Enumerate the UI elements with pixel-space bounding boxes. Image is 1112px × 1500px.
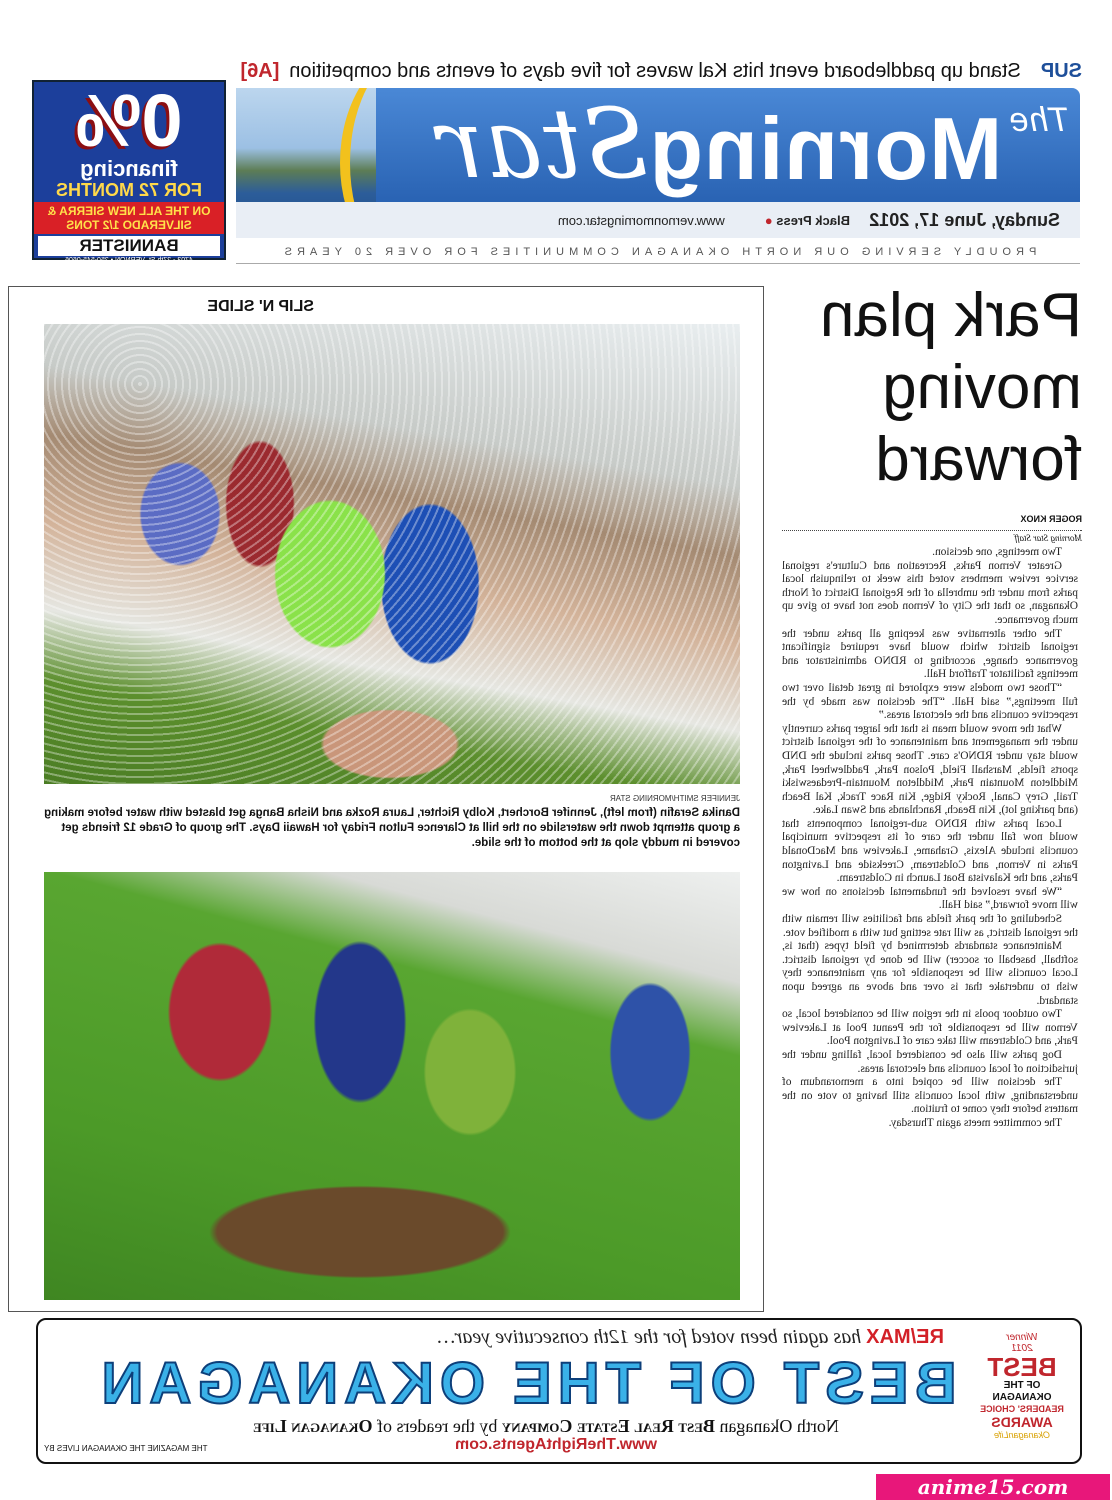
watermark: anime15.com [876,1474,1110,1500]
ad-line-2-bold: Best Real Estate Company [501,1416,715,1436]
remax-ad[interactable] [36,1318,1082,1464]
dealer-ad-financing: financing [80,156,178,181]
logo-the: The [1008,101,1070,139]
waterslide-photo-bottom[interactable] [44,872,740,1300]
article-paragraph: Greater Vernon Parks, Recreation and Culture's regional service review members voted this week to relinquish local parks from under the umbrella of the Regional District of North Okanagan, so that the City of Vernon does not have to give up much governance. [782,559,1078,626]
article-paragraph: Dog parks will also be considered local, falling under the jurisdiction of local councils and electoral areas. [782,1048,1078,1075]
ad-headline: BEST OF THE OKANAGAN [95,1351,957,1416]
dealer-ad-address: 4703 - 27th St. VERNON • 250-545-0606 [65,257,193,264]
water-spray-overlay [44,324,740,784]
photo-section-label: SLIP N' SLIDE [207,298,314,315]
logo-morning: Morning [648,99,1003,198]
photo-credit: JENNIFER SMITH/MORNING STAR [609,794,740,803]
ad-line-1 [264,1326,944,1349]
dealer-ad-rate: 0% [75,79,183,162]
teaser-page-ref: [A6] [240,59,280,82]
article-paragraph: Two meetings, one decision. [932,546,1062,558]
article-staff: Morning Star Staff [1014,533,1082,543]
article-paragraph: The committee meets again Thursday. [888,1116,1062,1129]
article-paragraph: The other alternative was keeping all parks under the regional district which would have required significant governance change, according to RDNO administrator and meetings facilitator Trafford Hall. [782,627,1078,681]
masthead-logo [390,88,1070,200]
ad-line-1-text: has again been voted for the 12th consecutive year… [436,1326,862,1348]
ad-line-2-mid: by the readers of [376,1416,498,1436]
dealer-ad-months: FOR 72 MONTHS [56,180,203,200]
teaser-kicker: SUP [1040,59,1082,82]
dealer-ad[interactable] [32,79,226,264]
article-paragraph: “We have resolved the fundamental decisions on how we will move forward,” said Hall. [782,885,1078,912]
award-magazine: OkanaganLife [993,1430,1051,1440]
teaser-text: Stand up paddleboard event hits Kal waves for five days of events and competition [289,59,1021,82]
ad-small-print: THE MAGAZINE THE OKANAGAN LIVES BY [44,1444,208,1453]
ad-url[interactable]: www.TheRightAgents.com [454,1436,658,1453]
masthead-strip [236,202,1080,238]
article-paragraph: Two outdoor pools in the region will be considered local, so Vernon will be responsible for the Peanut Pool at Lakeview Park, and Coldstream will take care of Lavington Pool. [782,1008,1078,1048]
article-byline: ROGER KNOX [1020,514,1082,524]
article-paragraph: What the move would mean is that the larger parks currently under the management and maintenance of the regional district would stay under RDNO's care. Those parks include the DND sports fields, Marshall Field, Polson Park, Paddlewheel Park, Middleton Mountain Park, Middleton Mountain-Predaeswiski Trail, Grey Canal, Rocky Ridge, Kin Race Track, Kal Beach (and parking lot), Kin Beach, Ranchlands and Swan Lake. [782,722,1078,817]
dealer-ad-name: BANNISTER [38,236,220,256]
award-of: OF THE OKANAGAN [992,1380,1052,1403]
award-badge [974,1332,1070,1452]
award-readers: READERS' CHOICE [980,1404,1064,1414]
article-paragraph: “Those two models were explored in great detail over two full meetings,” said Hall. “The decision was made by the respective councils and the electoral areas.” [782,681,1078,722]
masthead-tagline: PROUDLY SERVING OUR NORTH OKANAGAN COMMUNITIES FOR OVER 20 YEARS [236,240,1080,264]
photo-caption: Danika Serafin (from left), Jennifer Borchert, Kolby Richter, Laura Rozka and Nisha Banga get blasted with water before making a group attempt down the waterslide on the hill at Clarence Fulton Friday for Hawaii Days. The group of Grade 12 friends get covered in muddy slop at the bottom of the slide. [44,807,740,849]
article-headline[interactable] [782,280,1082,510]
ad-line-2-pre: North Okanagan [719,1416,839,1436]
publisher-name: Black Press ● [765,213,850,228]
award-best: BEST [987,1352,1057,1382]
dealer-ad-models: ON THE ALL NEW SIERRA & SILVERADO 1/2 TONS [34,202,224,234]
article-paragraph: Maintenance standards determined by field types (that is, softball, baseball or soccer) will be done by regional district. Local councils will be responsible for any maintenance they wish to undertake that is over and above an agreed upon standard. [782,940,1078,1007]
headline-line-1: Park plan [820,281,1082,350]
teaser-bar[interactable] [240,56,1082,86]
award-year: 2011 [1011,1343,1033,1354]
article-body [782,546,1078,1316]
award-winner: Winner [1006,1332,1038,1343]
ad-line-2-magazine: Okanagan Life [253,1416,373,1436]
website-link[interactable]: www.vernonmorningstar.com [557,212,725,228]
article-paragraph: The decision will be copied into a memorandum of understanding, with local councils still having to vote on the matters before they come to fruition. [782,1076,1078,1116]
remax-logo: RE/MAX [866,1326,944,1348]
article-paragraph: Scheduling of the park fields and facilities will remain with the regional district, as will rate setting but with a modified vote. [782,913,1078,939]
article-paragraph: Local parks with RDNO sub-regional components that would now fall under the care of its respective municipal councils include Alexis, Grahame, Lakeview and MacDonald Parks in Vernon, and Coldstream, Creekside and Lavington Parks, and the Kalavista Boat Launch in Coldstream. [782,817,1078,885]
waterslide-photo-top[interactable] [44,324,740,784]
award-awards: AWARDS [991,1414,1053,1430]
byline-rule [782,530,1082,531]
logo-star: Star [436,88,649,200]
ad-line-2 [116,1416,976,1437]
headline-line-2: moving [882,353,1082,422]
issue-date: Sunday, June 17, 2012 [869,209,1060,230]
masthead [236,88,1080,238]
headline-line-3: forward [875,425,1082,494]
